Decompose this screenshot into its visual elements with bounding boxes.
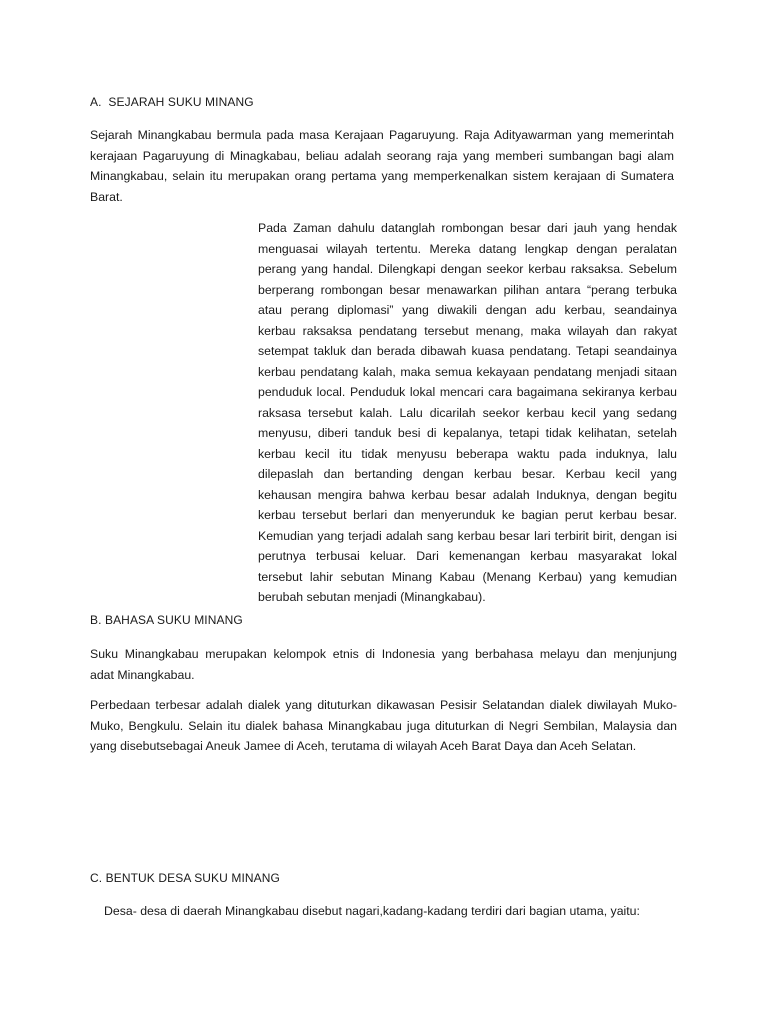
- text-line: perutnya terbusai keluar. Dari kemenangan kerbau masyarakat lokal: [258, 549, 677, 563]
- text-line: setempat takluk dan berada dibawah kuasa pendatang. Tetapi seandainya: [258, 344, 677, 358]
- text-line: kerbau kecil itu tidak menyusu beberapa waktu pada induknya, lalu: [258, 446, 677, 461]
- text-line: Muko, Bengkulu. Selain itu dialek bahasa Minangkabau juga dituturkan di Negri Sembilan, Malaysia dan: [90, 718, 677, 733]
- section-c-paragraph-1: Desa- desa di daerah Minangkabau disebut nagari,kadang-kadang terdiri dari bagian utama, yaitu:: [104, 904, 640, 918]
- text-line: yang disebutsebagai Aneuk Jamee di Aceh, terutama di wilayah Aceh Barat Daya dan Aceh Selatan.: [90, 739, 637, 753]
- text-line: kerbau tersebut berlari dan menyerunduk ke bagian perut kerbau besar.: [258, 508, 677, 522]
- text-line: Pada Zaman dahulu datanglah rombongan besar dari jauh yang hendak: [258, 221, 677, 235]
- section-b-heading: B. BAHASA SUKU MINANG: [90, 613, 243, 627]
- section-a-heading: A. SEJARAH SUKU MINANG: [90, 95, 254, 109]
- text-line: perang yang handal. Dilengkapi dengan seekor kerbau raksaksa. Sebelum: [258, 262, 677, 276]
- section-b-paragraph-1: [90, 644, 677, 685]
- text-line: dilepaslah dan bertanding dengan kerbau besar. Kerbau kecil yang: [258, 467, 677, 481]
- text-line: menyusu, diberi tanduk besi di kepalanya, tetapi tidak kelihatan, setelah: [258, 426, 677, 440]
- section-b-paragraph-2: [90, 695, 677, 757]
- text-line: kehausan mengira bahwa kerbau besar adalah Induknya, dengan begitu: [258, 487, 677, 502]
- text-line: Perbedaan terbesar adalah dialek yang dituturkan dikawasan Pesisir Selatandan dialek diwilayah Muko-: [90, 698, 677, 712]
- text-line: berperang rombongan besar menawarkan pilihan antara “perang terbuka: [258, 282, 677, 297]
- text-line: penduduk local. Penduduk lokal mencari cara bagaimana sekiranya kerbau: [258, 385, 677, 399]
- text-line: Suku Minangkabau merupakan kelompok etnis di Indonesia yang berbahasa melayu dan menjunjung: [90, 647, 677, 661]
- text-line: Minangkabau, selain itu merupakan orang pertama yang memperkenalkan sistem kerajaan di Sumatera: [90, 169, 674, 183]
- text-line: kerbau raksaksa pendatang tersebut menang, maka wilayah dan rakyat: [258, 323, 677, 338]
- text-line: menguasai wilayah tertentu. Mereka datang lengkap dengan peralatan: [258, 241, 677, 256]
- section-a-intro: [90, 125, 674, 207]
- text-line: atau perang diplomasi” yang diwakili dengan adu kerbau, seandainya: [258, 303, 677, 317]
- text-line: Barat.: [90, 189, 123, 204]
- text-line: tersebut lahir sebutan Minang Kabau (Menang Kerbau) yang kemudian: [258, 569, 677, 584]
- text-line: kerajaan Pagaruyung di Minagkabau, beliau adalah seorang raja yang memberi sumbangan bagi alam: [90, 148, 674, 163]
- text-line: raksasa tersebut kalah. Lalu dicarilah seekor kerbau kecil yang sedang: [258, 405, 677, 420]
- text-line: Sejarah Minangkabau bermula pada masa Kerajaan Pagaruyung. Raja Adityawarman yang memerintah: [90, 128, 674, 142]
- text-line: kerbau pendatang kalah, maka semua kekayaan pendatang menjadi sitaan: [258, 364, 677, 379]
- text-line: adat Minangkabau.: [90, 667, 195, 682]
- text-line: Kemudian yang terjadi adalah sang kerbau besar lari terbirit birit, dengan isi: [258, 528, 677, 543]
- text-line: berubah sebutan menjadi (Minangkabau).: [258, 590, 486, 604]
- section-a-story: [258, 218, 677, 608]
- section-c-heading: C. BENTUK DESA SUKU MINANG: [90, 871, 280, 885]
